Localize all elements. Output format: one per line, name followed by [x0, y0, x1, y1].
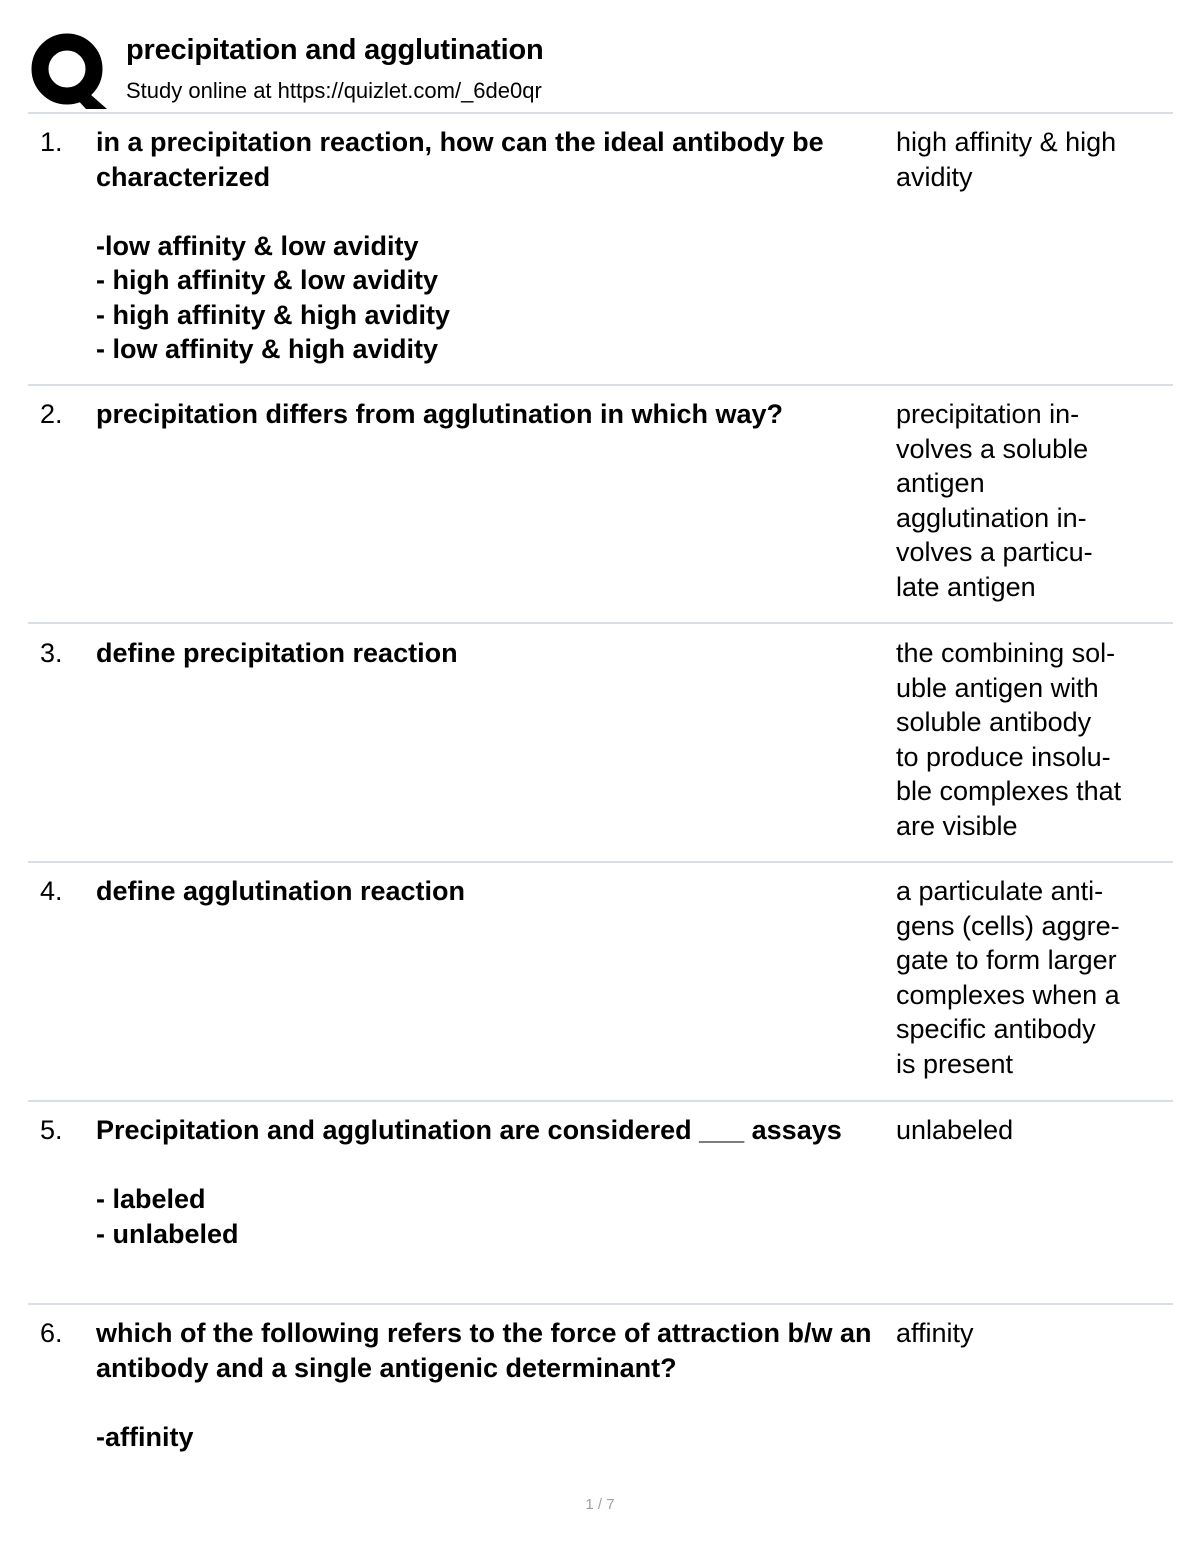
term-text: Precipitation and agglutination are considered ___ assays	[96, 1115, 842, 1145]
option: - labeled	[96, 1184, 206, 1214]
option: -low affinity & low avidity	[96, 230, 419, 261]
term-options	[96, 1182, 896, 1251]
option: - high affinity & low avidity	[96, 265, 439, 295]
card-definition: unlabeled	[896, 1115, 1014, 1145]
card-definition: a particulate anti- gens (cells) aggre- gate to form larger complexes when a specific antibody is present	[896, 876, 1120, 1079]
card-number: 1.	[40, 127, 63, 157]
option: - low affinity & high avidity	[96, 334, 439, 364]
card-definition: the combining sol- uble antigen with soluble antibody to produce insolu- ble complexes that are visible	[896, 638, 1122, 841]
option: -affinity	[96, 1421, 194, 1452]
card-definition: precipitation in- volves a soluble antigen agglutination in- volves a particu- late antigen	[896, 399, 1093, 602]
card-term	[96, 125, 896, 367]
divider	[28, 1303, 1173, 1305]
divider	[28, 861, 1173, 863]
divider	[28, 112, 1173, 114]
card-term	[96, 1113, 896, 1251]
card-definition: high affinity & high avidity	[896, 127, 1117, 192]
card-term	[96, 874, 896, 909]
card-number: 5.	[40, 1115, 63, 1145]
page-title: precipitation and agglutination	[126, 34, 544, 66]
card-term	[96, 636, 896, 671]
quizlet-logo-icon	[30, 32, 108, 110]
term-text: in a precipitation reaction, how can the ideal antibody be characterized	[96, 127, 824, 192]
term-text: precipitation differs from agglutination in which way?	[96, 399, 784, 429]
card-number: 6.	[40, 1318, 63, 1348]
card-number: 4.	[40, 876, 63, 906]
card-number: 3.	[40, 638, 63, 668]
divider	[28, 384, 1173, 386]
term-options	[96, 229, 896, 367]
option: - high affinity & high avidity	[96, 299, 450, 330]
card-number: 2.	[40, 399, 63, 429]
study-online-link[interactable]: Study online at https://quizlet.com/_6de0qr	[126, 78, 542, 103]
term-text: define agglutination reaction	[96, 876, 466, 906]
card-term	[96, 397, 896, 432]
term-options	[96, 1420, 896, 1455]
page-number: 1 / 7	[585, 1496, 615, 1513]
term-text: which of the following refers to the force of attraction b/w an antibody and a single antigenic determinant?	[96, 1318, 872, 1383]
divider	[28, 622, 1173, 624]
card-definition: affinity	[896, 1318, 974, 1348]
card-term	[96, 1316, 896, 1454]
page-header	[28, 26, 1173, 112]
option: - unlabeled	[96, 1218, 239, 1249]
divider	[28, 1100, 1173, 1102]
term-text: define precipitation reaction	[96, 638, 458, 668]
